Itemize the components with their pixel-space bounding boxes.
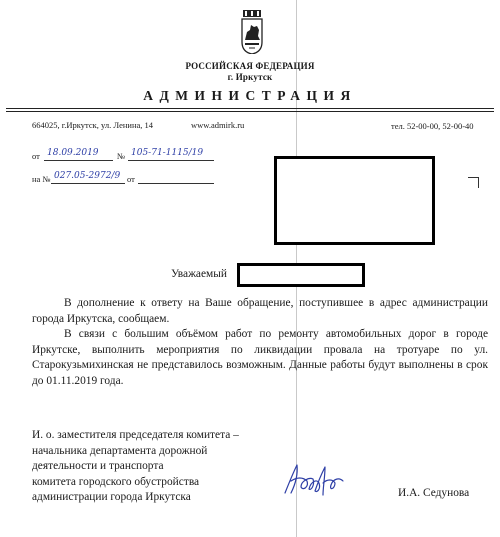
signatory-line-1: И. о. заместителя председателя комитета – xyxy=(32,429,239,441)
body-paragraph-1: В дополнение к ответу на Ваше обращение, поступившее в адрес администрации города Иркутска, сообщаем. xyxy=(32,297,488,325)
re-date-underline xyxy=(138,183,214,184)
salutation: Уважаемый xyxy=(171,268,228,280)
handwritten-signature xyxy=(279,457,351,499)
outgoing-number: 105-71-1115/19 xyxy=(131,148,204,158)
re-number: 027.05-2972/9 xyxy=(54,171,121,181)
redacted-recipient-address xyxy=(274,156,435,245)
header-rule xyxy=(6,108,494,109)
body-paragraph-2: В связи с большим объёмом работ по ремонту автомобильных дорог в городе Иркутске, выполнить мероприятия по ликвидации провала на тротуаре по ул. Старокузьмихинская не представилось возможным. Данные работы будут выполнены в срок до 01.11.2019 года. xyxy=(32,328,488,387)
irkutsk-coat-of-arms-icon xyxy=(241,10,263,54)
outgoing-date: 18.09.2019 xyxy=(47,148,99,158)
signatory-line-4: комитета городского обустройства xyxy=(32,475,200,488)
signer-name: И.А. Седунова xyxy=(398,487,470,499)
date-underline xyxy=(44,160,113,161)
from-label: от xyxy=(32,151,40,161)
city-name: г. Иркутск xyxy=(227,72,273,82)
country-name: РОССИЙСКАЯ ФЕДЕРАЦИЯ xyxy=(185,61,315,71)
re-number-underline xyxy=(51,183,125,184)
signatory-line-3: деятельности и транспорта xyxy=(32,460,164,472)
header-rule-thin xyxy=(6,111,494,112)
signatory-line-5: администрации города Иркутска xyxy=(32,491,191,503)
number-underline xyxy=(128,160,214,161)
address: 664025, г.Иркутск, ул. Ленина, 14 xyxy=(32,120,154,130)
address-corner-mark xyxy=(468,177,479,188)
signatory-position xyxy=(32,428,282,506)
re-date-label: от xyxy=(127,174,135,184)
redacted-recipient-name xyxy=(237,263,365,287)
re-number-label: на № xyxy=(32,174,51,184)
phone: тел. 52-00-00, 52-00-40 xyxy=(391,121,474,131)
signatory-line-2: начальника департамента дорожной xyxy=(32,444,208,457)
organization-title: АДМИНИСТРАЦИЯ xyxy=(143,88,357,103)
number-label: № xyxy=(117,151,126,161)
website: www.admirk.ru xyxy=(191,120,245,130)
